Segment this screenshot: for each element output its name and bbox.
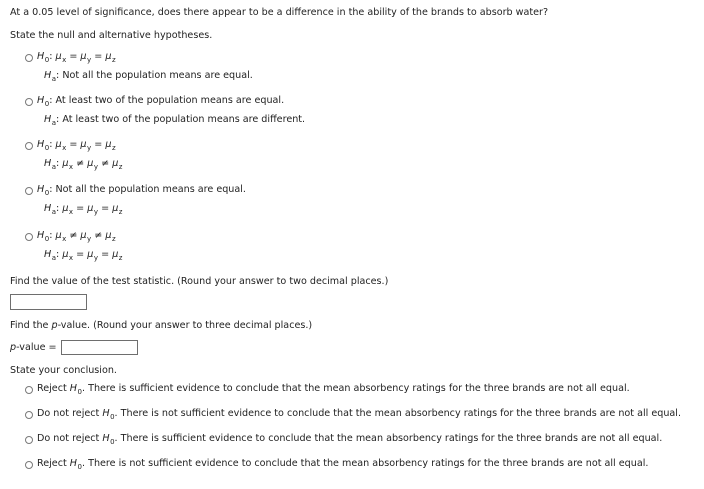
hypothesis-option-2-null: $H_0$: At least two of the population means are equal. — [37, 95, 285, 108]
p-value-input[interactable] — [61, 340, 138, 355]
conclusion-option-4-radio[interactable] — [25, 461, 33, 469]
conclusion-option-4-label: Reject $H_0$. There is not sufficient evidence to conclude that the mean absorbency ratings for the three brands are not all equal. — [37, 458, 649, 471]
hypothesis-option-2-radio[interactable] — [25, 98, 33, 106]
hypothesis-option-4-radio[interactable] — [25, 187, 33, 195]
conclusion-option-1-radio[interactable] — [25, 386, 33, 394]
conclusion-option-1-label: Reject $H_0$. There is sufficient evidence to conclude that the mean absorbency ratings for the three brands are not all equal. — [37, 383, 630, 396]
hypothesis-option-4-alt: $H_a$: $\mu_x = \mu_y = \mu_z$ — [44, 203, 123, 216]
hypothesis-option-2-alt: $H_a$: At least two of the population means are different. — [44, 114, 306, 127]
hypothesis-option-1-alt: $H_a$: Not all the population means are equal. — [44, 70, 253, 83]
question-text: At a 0.05 level of significance, does there appear to be a difference in the ability of the brands to absorb water? — [10, 7, 549, 18]
hypothesis-option-4-null: $H_0$: Not all the population means are equal. — [37, 184, 246, 197]
test-statistic-input[interactable] — [10, 294, 87, 310]
hypothesis-option-3-radio[interactable] — [25, 142, 33, 150]
hypotheses-prompt: State the null and alternative hypotheses. — [10, 30, 213, 41]
conclusion-prompt: State your conclusion. — [10, 365, 117, 376]
p-value-label: p-value = — [10, 342, 57, 353]
hypothesis-option-5-null: $H_0$: $\mu_x \ne \mu_y \ne \mu_z$ — [37, 230, 116, 243]
hypothesis-option-1-null: $H_0$: $\mu_x = \mu_y = \mu_z$ — [37, 51, 116, 64]
conclusion-option-2-radio[interactable] — [25, 411, 33, 419]
hypothesis-option-3-alt: $H_a$: $\mu_x \ne \mu_y \ne \mu_z$ — [44, 158, 123, 171]
hypothesis-option-1-radio[interactable] — [25, 54, 33, 62]
test-statistic-prompt: Find the value of the test statistic. (Round your answer to two decimal places.) — [10, 276, 389, 287]
conclusion-option-3-radio[interactable] — [25, 436, 33, 444]
hypothesis-option-3-null: $H_0$: $\mu_x = \mu_y = \mu_z$ — [37, 139, 116, 152]
hypothesis-option-5-alt: $H_a$: $\mu_x = \mu_y = \mu_z$ — [44, 249, 123, 262]
p-value-prompt: Find the p-value. (Round your answer to three decimal places.) — [10, 320, 313, 331]
conclusion-option-3-label: Do not reject $H_0$. There is sufficient evidence to conclude that the mean absorbency ratings for the three brands are not all equal. — [37, 433, 663, 446]
conclusion-option-2-label: Do not reject $H_0$. There is not sufficient evidence to conclude that the mean absorbency ratings for the three brands are not all equal. — [37, 408, 682, 421]
hypothesis-option-5-radio[interactable] — [25, 233, 33, 241]
